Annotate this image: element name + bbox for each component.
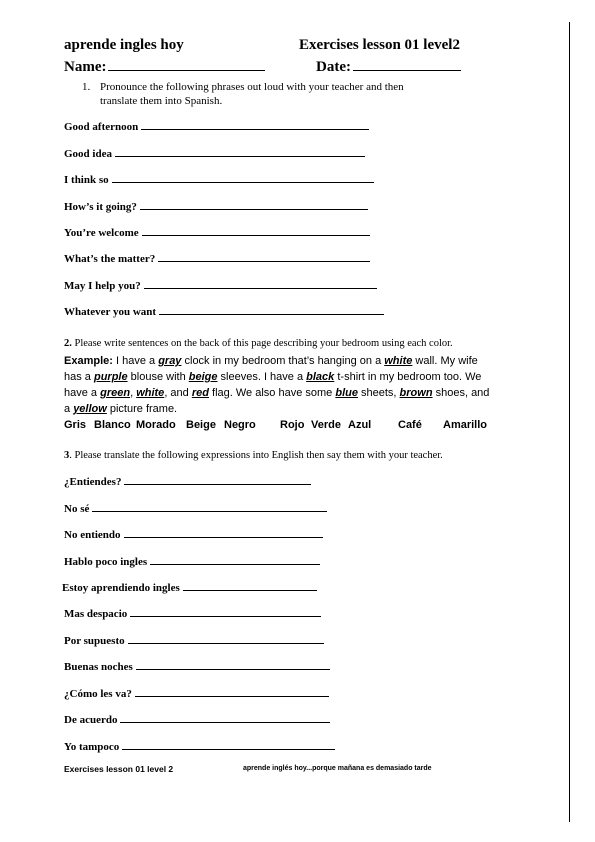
date-label: Date: [316, 59, 351, 75]
color-word: Morado [136, 419, 176, 431]
name-blank[interactable] [108, 61, 265, 71]
keyword-purple: purple [93, 371, 128, 383]
answer-blank[interactable] [141, 120, 369, 130]
name-label: Name: [64, 59, 107, 75]
worksheet-title: Exercises lesson 01 level2 [299, 37, 460, 53]
section1-number: 1. [82, 81, 91, 93]
color-word: Gris [64, 419, 87, 431]
answer-blank[interactable] [122, 740, 335, 750]
phrase-label: May I help you? [64, 280, 141, 292]
expression-row[interactable] [64, 660, 330, 673]
keyword-blue: blue [335, 387, 358, 399]
expression-row[interactable] [62, 581, 317, 594]
expression-row[interactable] [64, 502, 327, 515]
phrase-label: You’re welcome [64, 227, 139, 239]
phrase-row[interactable] [64, 120, 369, 133]
expression-row[interactable] [64, 634, 324, 647]
keyword-green: green [100, 387, 131, 399]
answer-blank[interactable] [124, 528, 323, 538]
section2-number: 2. [64, 338, 72, 349]
expression-label: Por supuesto [64, 635, 125, 647]
phrase-label: How’s it going? [64, 201, 137, 213]
color-word: Rojo [280, 419, 305, 431]
expression-row[interactable] [64, 475, 311, 488]
keyword-white-2: white [136, 387, 165, 399]
expression-label: Hablo poco ingles [64, 556, 148, 568]
answer-blank[interactable] [130, 607, 321, 617]
expression-row[interactable] [64, 687, 329, 700]
answer-blank[interactable] [142, 226, 370, 236]
expression-label: No entiendo [64, 529, 121, 541]
section2-instruction: 2. Please write sentences on the back of this page describing your bedroom using each color. [64, 338, 453, 349]
section1-instruction: 1. Pronounce the following phrases out loud with your teacher and then translate them into Spanish. [82, 81, 404, 107]
expression-label: Mas despacio [64, 608, 128, 620]
answer-blank[interactable] [144, 279, 377, 289]
phrase-row[interactable] [64, 147, 365, 160]
answer-blank[interactable] [92, 502, 327, 512]
page-margin-rule [569, 22, 570, 822]
keyword-black: black [306, 371, 335, 383]
expression-label: De acuerdo [64, 714, 118, 726]
phrase-row[interactable] [64, 200, 368, 213]
example-label: Example: [64, 355, 113, 367]
site-title: aprende ingles hoy [64, 37, 184, 53]
expression-label: ¿Entiendes? [64, 476, 122, 488]
expression-row[interactable] [64, 713, 330, 726]
answer-blank[interactable] [112, 173, 374, 183]
keyword-brown: brown [399, 387, 433, 399]
expression-label: Buenas noches [64, 661, 133, 673]
expression-row[interactable] [64, 607, 321, 620]
keyword-yellow: yellow [73, 403, 107, 415]
phrase-label: What’s the matter? [64, 253, 156, 265]
answer-blank[interactable] [120, 713, 330, 723]
color-word: Blanco [94, 419, 131, 431]
expression-label: Yo tampoco [64, 741, 120, 753]
keyword-white: white [384, 355, 413, 367]
name-field[interactable] [64, 59, 265, 76]
phrase-label: I think so [64, 174, 109, 186]
answer-blank[interactable] [159, 305, 384, 315]
answer-blank[interactable] [135, 687, 329, 697]
color-word: Verde [311, 419, 341, 431]
answer-blank[interactable] [150, 555, 320, 565]
answer-blank[interactable] [124, 475, 311, 485]
footer-left: Exercises lesson 01 level 2 [64, 764, 174, 774]
phrase-row[interactable] [64, 305, 384, 318]
answer-blank[interactable] [136, 660, 330, 670]
phrase-label: Good idea [64, 148, 112, 160]
expression-row[interactable] [64, 740, 335, 753]
example-paragraph: Example: I have a gray clock in my bedroom that’s hanging on a white wall. My wife has a purple blouse with beige sleeves. I have a black t-shirt in my bedroom too. We have a green, white, and red flag. We also have some blue sheets, brown shoes, and a yellow picture frame. [64, 355, 490, 415]
phrase-label: Good afternoon [64, 121, 139, 133]
date-blank[interactable] [353, 61, 461, 71]
answer-blank[interactable] [158, 252, 370, 262]
color-word: Negro [224, 419, 256, 431]
expression-label: No sé [64, 503, 90, 515]
expression-label: Estoy aprendiendo ingles [62, 582, 180, 594]
answer-blank[interactable] [183, 581, 317, 591]
date-field[interactable] [316, 59, 461, 76]
color-word: Café [398, 419, 422, 431]
answer-blank[interactable] [115, 147, 365, 157]
color-word: Beige [186, 419, 216, 431]
color-word: Amarillo [443, 419, 488, 431]
phrase-label: Whatever you want [64, 306, 157, 318]
footer-right: aprende inglés hoy...porque mañana es demasiado tarde [243, 765, 432, 772]
keyword-beige: beige [188, 371, 218, 383]
keyword-gray: gray [158, 355, 182, 367]
answer-blank[interactable] [128, 634, 324, 644]
color-word: Azul [348, 419, 372, 431]
expression-label: ¿Cómo les va? [64, 688, 132, 700]
keyword-red: red [191, 387, 209, 399]
section3-instruction: 3. Please translate the following expressions into English then say them with your teacher. [64, 450, 443, 461]
expression-row[interactable] [64, 555, 320, 568]
phrase-row[interactable] [64, 173, 374, 186]
expression-row[interactable] [64, 528, 323, 541]
phrase-row[interactable] [64, 226, 370, 239]
answer-blank[interactable] [140, 200, 368, 210]
phrase-row[interactable] [64, 279, 377, 292]
section3-number: 3 [64, 450, 70, 461]
phrase-row[interactable] [64, 252, 370, 265]
